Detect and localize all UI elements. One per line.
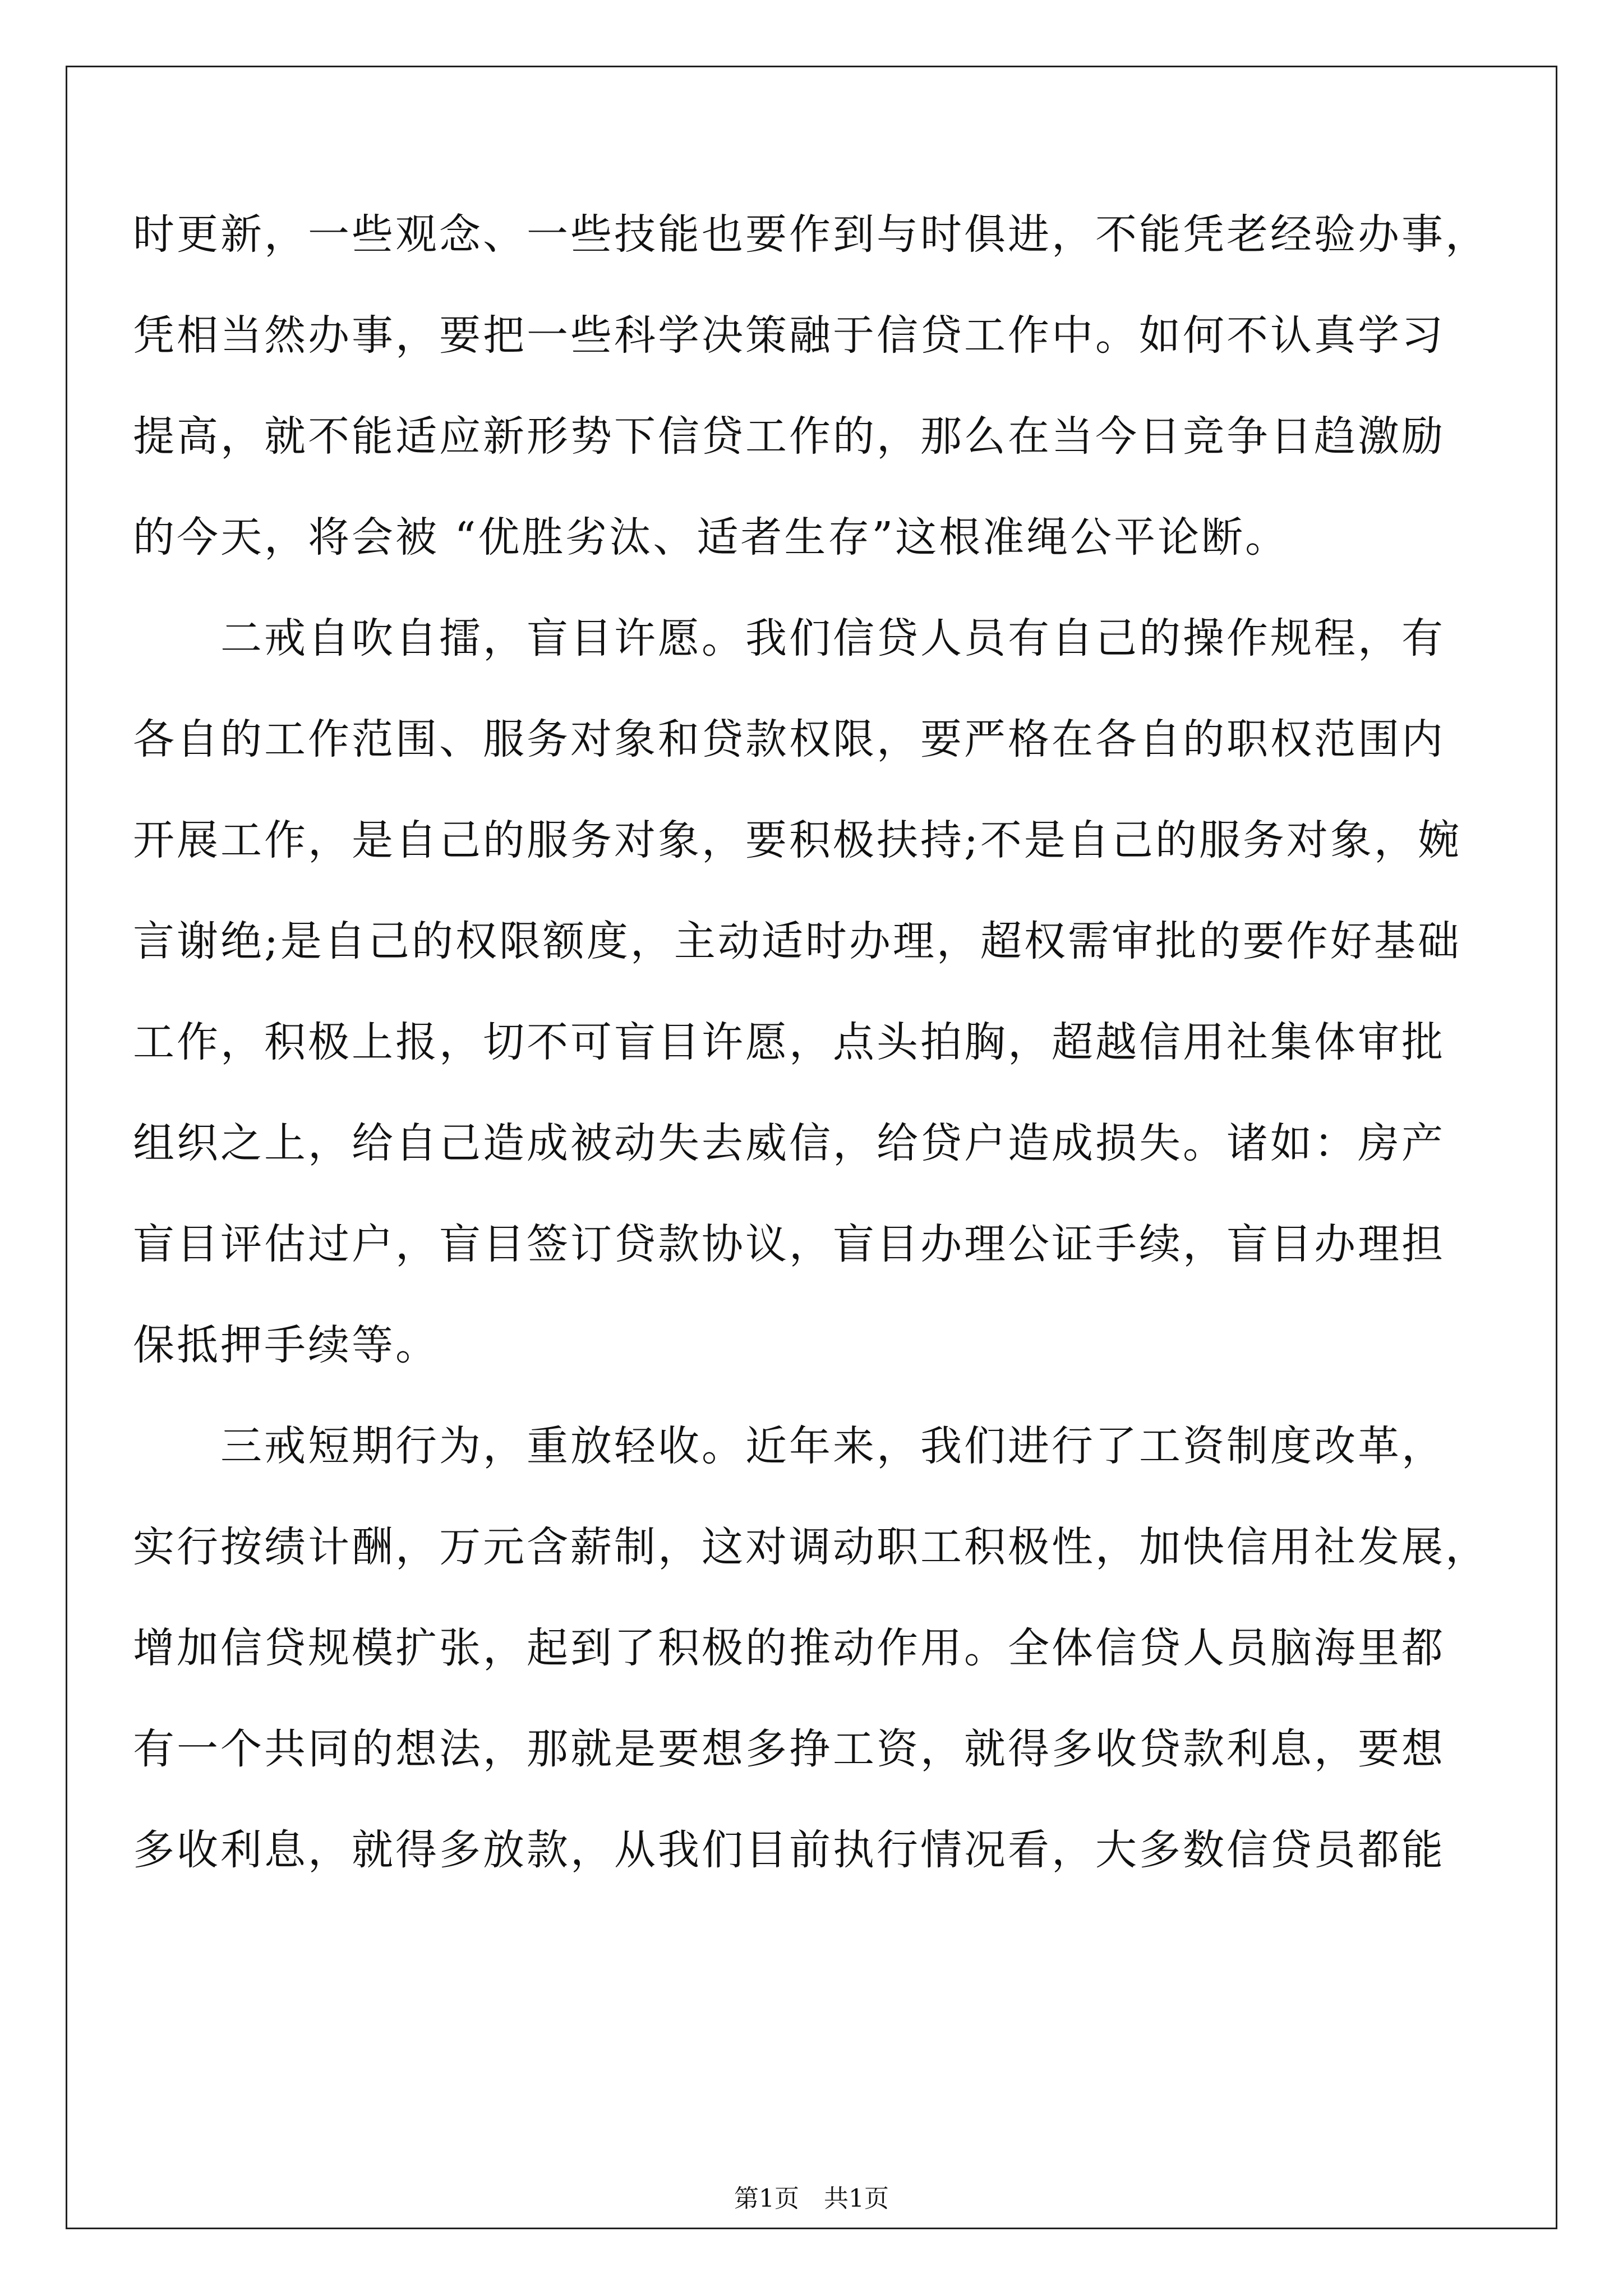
text-line: 组织之上，给自己造成被动失去威信，给贷户造成损失。诸如：房产 bbox=[133, 1119, 1445, 1167]
text-line: 二戒自吹自擂，盲目许愿。我们信贷人员有自己的操作规程，有 bbox=[133, 614, 1445, 662]
text-line: 增加信贷规模扩张，起到了积极的推动作用。全体信贷人员脑海里都 bbox=[133, 1624, 1445, 1672]
text-line: 的今天，将会被 “优胜劣汰、适者生存”这根准绳公平论断。 bbox=[133, 513, 1289, 562]
text-line: 各自的工作范围、服务对象和贷款权限，要严格在各自的职权范围内 bbox=[133, 715, 1445, 763]
text-line: 三戒短期行为，重放轻收。近年来，我们进行了工资制度改革， bbox=[133, 1422, 1445, 1470]
text-line: 工作，积极上报，切不可盲目许愿，点头拍胸，超越信用社集体审批 bbox=[133, 1018, 1445, 1066]
text-line: 保抵押手续等。 bbox=[133, 1321, 439, 1369]
text-line: 开展工作，是自己的服务对象，要积极扶持;不是自己的服务对象，婉 bbox=[133, 816, 1461, 864]
text-line: 言谢绝;是自己的权限额度，主动适时办理，超权需审批的要作好基础 bbox=[133, 917, 1461, 965]
page-number-footer: 第1页 共1页 bbox=[734, 2184, 889, 2213]
text-line: 时更新，一些观念、一些技能也要作到与时俱进，不能凭老经验办事， bbox=[133, 210, 1489, 259]
text-line: 有一个共同的想法，那就是要想多挣工资，就得多收贷款利息，要想 bbox=[133, 1725, 1445, 1773]
text-line: 凭相当然办事，要把一些科学决策融于信贷工作中。如何不认真学习 bbox=[133, 311, 1445, 360]
text-line: 提高，就不能适应新形势下信贷工作的，那么在当今日竞争日趋激励 bbox=[133, 412, 1445, 461]
text-line: 实行按绩计酬，万元含薪制，这对调动职工积极性，加快信用社发展， bbox=[133, 1523, 1489, 1571]
text-line: 盲目评估过户，盲目签订贷款协议，盲目办理公证手续，盲目办理担 bbox=[133, 1220, 1445, 1268]
text-line: 多收利息，就得多放款，从我们目前执行情况看，大多数信贷员都能 bbox=[133, 1826, 1445, 1874]
